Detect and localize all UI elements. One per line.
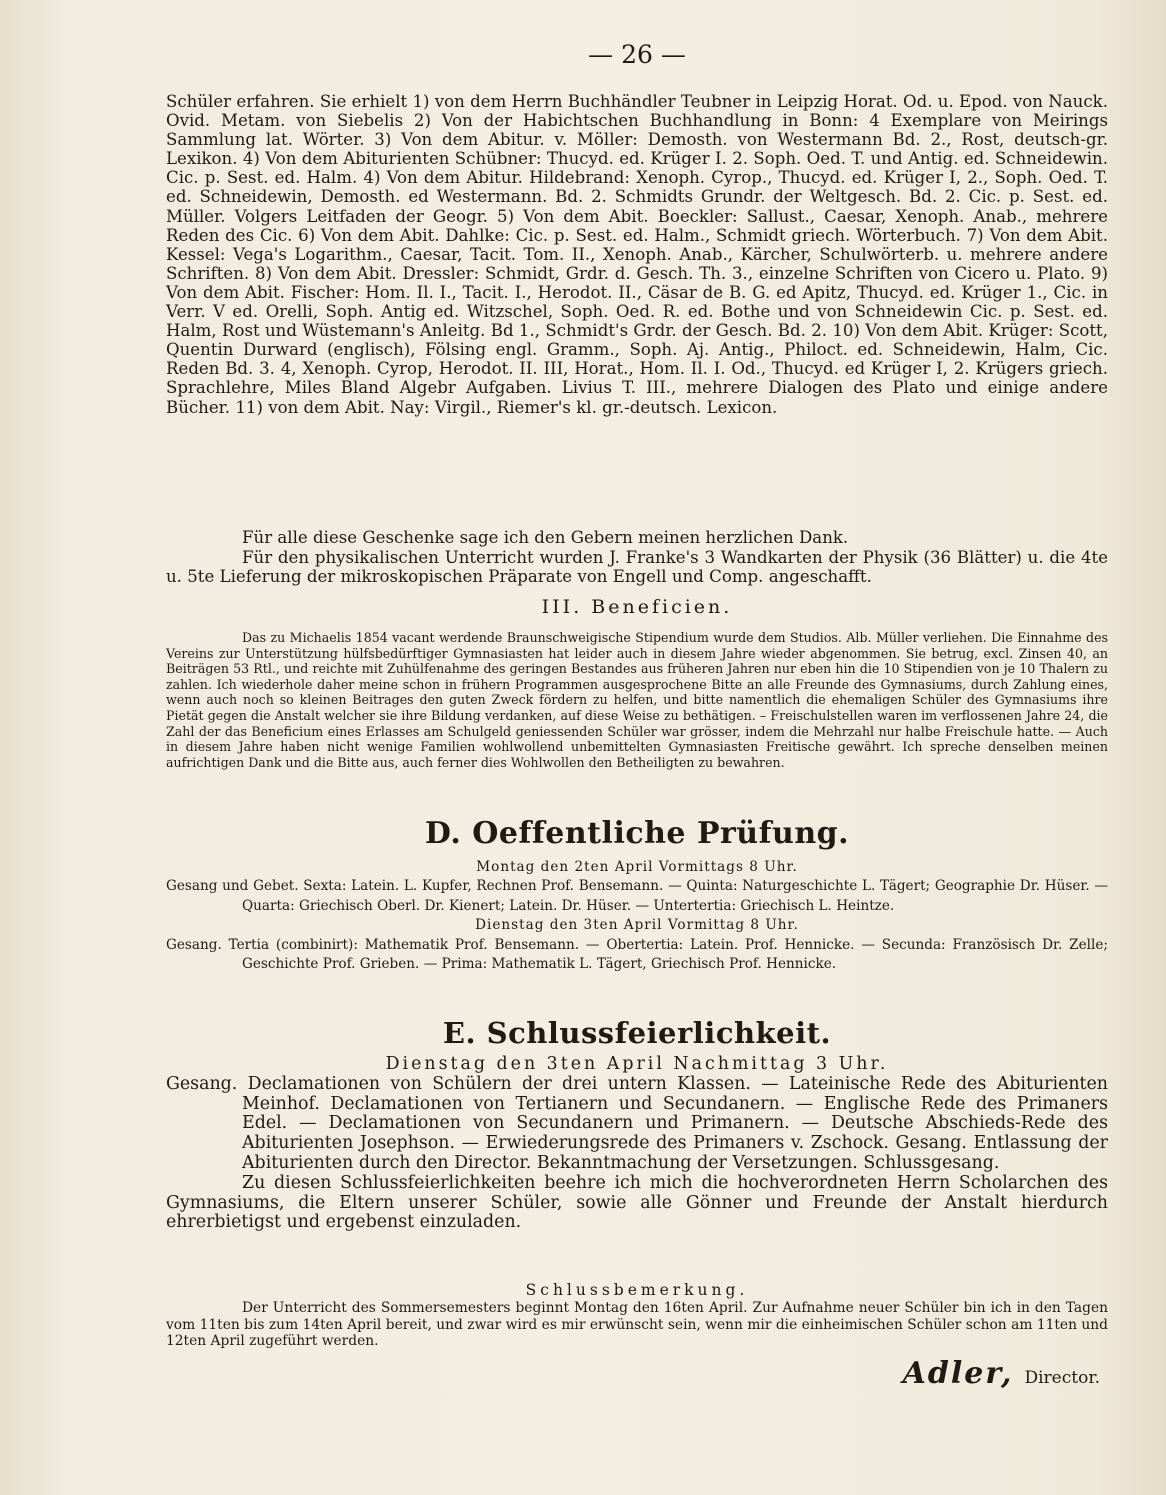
gifts-text: Schüler erfahren. Sie erhielt 1) von dem Herrn Buchhändler Teubner in Leipzig Horat. Od. u. Epod. von Nauck. Ovid. Metam. von Siebelis 2) Von der Habichtschen Buchhandlung in Bonn: 4 Exemplare von Meirings Sammlung lat. Wörter. 3) Von dem Abitur. v. Möller: Demosth. von Westermann Bd. 2., Rost, deutsch-gr. Lexikon. 4) Von dem Abiturienten Schübner: Thucyd. ed. Krüger I. 2. Soph. Oed. T. und Antig. ed. Schneidewin. Cic. p. Sest. ed. Halm. 4) Von dem Abitur. Hildebrand: Xenoph. Cyrop., Thucyd. ed. Krüger I, 2., Soph. Oed. T. ed. Schneidewin, Demosth. ed Westermann. Bd. 2. Schmidts Grundr. der Weltgesch. Bd. 2. Cic. p. Sest. ed. Müller. Volgers Leitfaden der Geogr. 5) Von dem Abit. Boeckler: Sallust., Caesar, Xenoph. Anab., mehrere Reden des Cic. 6) Von dem Abit. Dahlke: Cic. p. Sest. ed. Halm., Schmidt griech. Wörterbuch. 7) Von dem Abit. Kessel: Vega's Logarithm., Caesar, Tacit. Tom. II., Xenoph. Anab., Kärcher, Schulwörterb. u. mehrere andere Schriften. 8) Von dem Abit. Dressler: Schmidt, Grdr. d. Gesch. Th. 3., einzelne Schriften von Cicero u. Plato. 9) Von dem Abit. Fischer: Hom. Il. I., Tacit. I., Herodot. II., Cäsar de B. G. ed Apitz, Thucyd. ed. Krüger 1., Cic. in Verr. V ed. Orelli, Soph. Antig ed. Witzschel, Soph. Oed. R. ed. Bothe und von Schneidewin Cic. p. Sest. ed. Halm, Rost und Wüstemann's Anleitg. Bd 1., Schmidt's Grdr. der Gesch. Bd. 2. 10) Von dem Abit. Krüger: Scott, Quentin Durward (englisch), Fölsing engl. Gramm., Soph. Aj. Antig., Philoct. ed. Schneidewin, Halm, Cic. Reden Bd. 3. 4, Xenoph. Cyrop, Herodot. II. III, Horat., Hom. Il. I. Od., Thucyd. ed Krüger I, 2. Krügers griech. Sprachlehre, Miles Bland Algebr Aufgaben. Livius T. III., mehrere Dialogen des Plato und einige andere Bücher. 11) von dem Abit. Nay: Virgil., Riemer's kl. gr.-deutsch. Lexicon.	[166, 92, 1108, 417]
gifts-paragraph	[166, 92, 1108, 417]
ceremony-heading: Dienstag den 3ten April Nachmittag 3 Uhr.	[385, 1054, 889, 1074]
section-iii-heading: III. Beneficien.	[541, 596, 733, 618]
signature-name: Adler,	[902, 1356, 1014, 1391]
monday-heading: Montag den 2ten April Vormittags 8 Uhr.	[476, 859, 798, 875]
tuesday-program: Gesang. Tertia (combinirt): Mathematik Prof. Bensemann. — Obertertia: Latein. Prof. Hennicke. — Secunda: Französisch Dr. Zelle; Geschichte Prof. Grieben. — Prima: Mathematik L. Tägert, Griechisch Prof. Hennicke.	[166, 936, 1108, 973]
ceremony-program: Gesang. Declamationen von Schülern der drei untern Klassen. — Lateinische Rede des Abiturienten Meinhof. Declamationen von Tertianern und Secundanern. — Englische Rede des Primaners Edel. — Declamationen von Secundanern und Primanern. — Deutsche Abschieds-Rede des Abiturienten Josephson. — Erwiederungsrede des Primaners v. Zschock. Gesang. Entlassung der Abiturienten durch den Director. Bekanntmachung der Versetzungen. Schlussgesang.	[166, 1073, 1108, 1173]
closing-paragraph: Der Unterricht des Sommersemesters beginnt Montag den 16ten April. Zur Aufnahme neuer Schüler bin ich in den Tagen vom 11ten bis zum 14ten April bereit, und zwar wird es mir erwünscht sein, wenn mir die einheimischen Schüler schon am 11ten und 12ten April zugeführt werden.	[166, 1300, 1108, 1350]
thanks-line: Für alle diese Geschenke sage ich den Gebern meinen herzlichen Dank.	[242, 528, 849, 547]
closing-block	[166, 1282, 1108, 1350]
section-d-heading: D. Oeffentliche Prüfung.	[424, 816, 850, 851]
page-number: — 26 —	[588, 40, 686, 69]
invitation-paragraph: Zu diesen Schlussfeierlichkeiten beehre ich mich die hochverordneten Herrn Scholarchen des Gymnasiums, die Eltern unserer Schüler, sowie alle Gönner und Freunde der Anstalt hierdurch ehrerbietigst und ergebenst einzuladen.	[166, 1172, 1108, 1233]
signature	[903, 1356, 1100, 1391]
physics-paragraph: Für den physikalischen Unterricht wurden J. Franke's 3 Wandkarten der Physik (36 Blätter) u. die 4te u. 5te Lieferung der mikroskopischen Präparate von Engell und Comp. angeschafft.	[166, 547, 1108, 587]
section-e-heading: E. Schlussfeierlichkeit.	[442, 1016, 832, 1050]
examination-schedule	[166, 858, 1108, 974]
ceremony-block	[166, 1055, 1108, 1233]
acknowledgements-block	[166, 528, 1108, 587]
monday-program: Gesang und Gebet. Sexta: Latein. L. Kupfer, Rechnen Prof. Bensemann. — Quinta: Naturgeschichte L. Tägert; Geographie Dr. Hüser. — Quarta: Griechisch Oberl. Dr. Kienert; Latein. Dr. Hüser. — Untertertia: Griechisch L. Heintze.	[166, 878, 1108, 914]
tuesday-heading: Dienstag den 3ten April Vormittag 8 Uhr.	[475, 917, 799, 934]
beneficien-block	[166, 630, 1108, 770]
signature-role: Director.	[1024, 1368, 1100, 1388]
closing-heading: Schlussbemerkung.	[525, 1281, 749, 1299]
beneficien-paragraph: Das zu Michaelis 1854 vacant werdende Braunschweigische Stipendium wurde dem Studios. Alb. Müller verliehen. Die Einnahme des Vereins zur Unterstützung hülfsbedürftiger Gymnasiasten hat leider auch in diesem Jahre wieder abgenommen. Sie betrug, excl. Zinsen 40, an Beiträgen 53 Rtl., und reichte mit Zuhülfenahme des geringen Bestandes aus früheren Jahren nur eben hin die 10 Stipendien von je 10 Thalern zu zahlen. Ich wiederhole daher meine schon in frühern Programmen ausgesprochene Bitte an alle Freunde des Gymnasiums, durch Zahlung eines, wenn auch noch so kleinen Beitrages den guten Zweck fördern zu helfen, und bitte namentlich die ehemaligen Schüler des Gymnasiums ihre Pietät gegen die Anstalt welcher sie ihre Bildung verdanken, auf diese Weise zu bethätigen. – Freischulstellen waren im verflossenen Jahre 24, die Zahl der das Beneficium eines Erlasses am Schulgeld geniessenden Schüler war grösser, indem die Mehrzahl nur halbe Freischule hatte. — Auch in diesem Jahre haben nicht wenige Familien wohlwollend unbemittelten Gymnasiasten Freitische gewährt. Ich spreche denselben meinen aufrichtigen Dank und die Bitte aus, auch ferner dies Wohlwollen den Betheiligten zu bewahren.	[166, 630, 1108, 770]
